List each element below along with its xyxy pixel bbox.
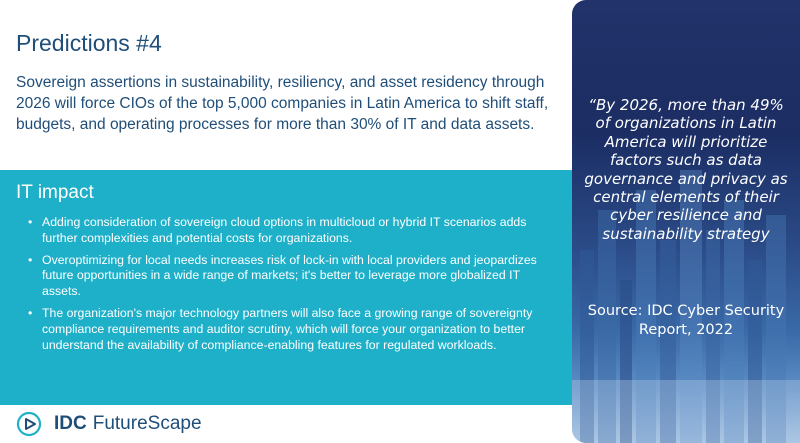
quote-panel [572, 0, 800, 443]
brand-futurescape: FutureScape [92, 413, 202, 434]
quote-source: Source: IDC Cyber Security Report, 2022 [587, 303, 785, 338]
quote-text: “By 2026, more than 49% of organizations in Latin America will prioritize factors such as data governance and privacy as central elements of their cyber resilience and sustainability strategy [584, 96, 788, 243]
list-item: • The organization's major technology partners will also face a growing range of sovereignty compliance requirements and auditor scrutiny, which will force your organization to better understand the availability of compliance-enabling features for regulated workloads. [30, 306, 560, 353]
page-title: Predictions #4 [16, 30, 162, 56]
brand-idc: IDC [54, 413, 87, 434]
list-item: • Overoptimizing for local needs increases risk of lock-in with local providers and jeopardizes future opportunities in a wide range of markets; it's better to leverage more globalized IT assets. [30, 253, 560, 300]
it-impact-section [0, 170, 600, 405]
prediction-statement: Sovereign assertions in sustainability, resiliency, and asset residency through 2026 will force CIOs of the top 5,000 companies in Latin America to shift staff, budgets, and operating processes for more than 30% of IT and data assets. [16, 74, 549, 133]
it-impact-list [30, 215, 560, 359]
it-impact-heading: IT impact [16, 182, 94, 203]
list-item: • Adding consideration of sovereign cloud options in multicloud or hybrid IT scenarios adds further complexities and potential costs for organizations. [30, 215, 560, 247]
idc-play-icon [16, 411, 42, 437]
footer-brand [16, 406, 276, 442]
